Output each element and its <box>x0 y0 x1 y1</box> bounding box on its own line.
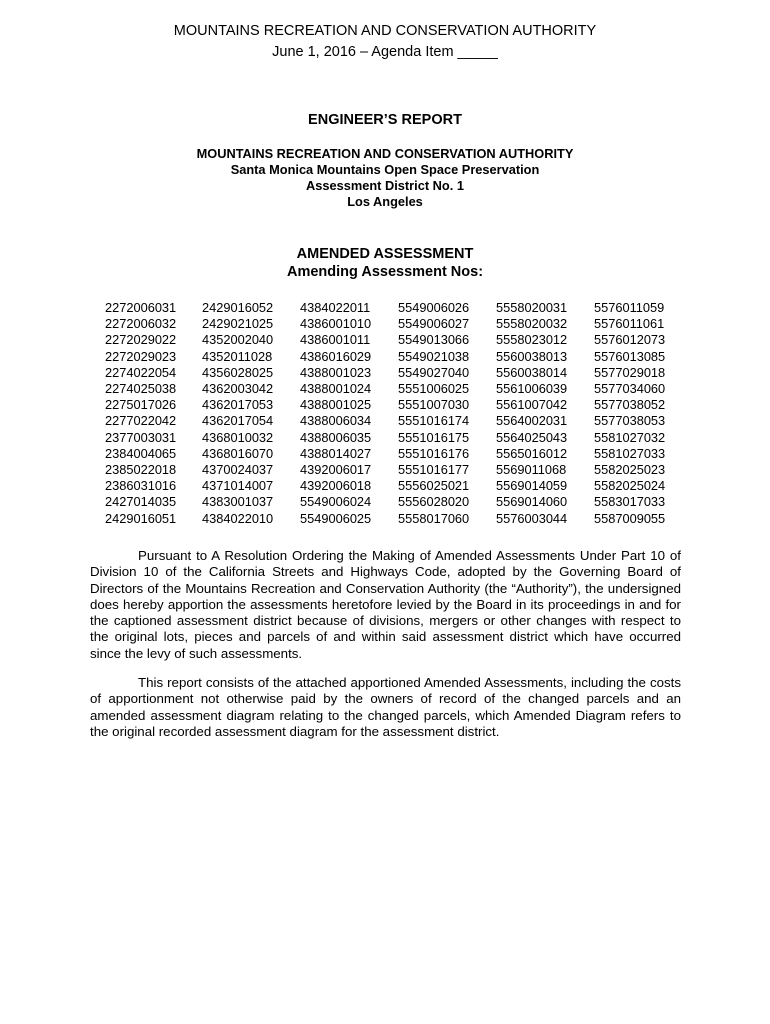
assessment-number: 5551016177 <box>398 462 470 478</box>
assessment-number: 4384022011 <box>300 300 371 315</box>
assessment-number: 5560038014 <box>496 364 568 380</box>
assessment-number: 4386016029 <box>300 348 372 364</box>
assessment-number: 5551016174 <box>398 413 470 429</box>
assessment-number: 4352011028 <box>202 348 273 364</box>
assessment-number: 4388006034 <box>300 413 372 429</box>
assessment-number: 5565016012 <box>496 445 568 461</box>
assessment-number: 4392006018 <box>300 478 372 494</box>
assessment-number: 5581027032 <box>594 429 666 445</box>
assessment-number: 5558020032 <box>496 316 568 332</box>
assessment-number: 2429021025 <box>202 316 274 332</box>
assessment-number: 4383001037 <box>202 494 274 510</box>
assessment-number: 2277022042 <box>105 413 177 429</box>
assessment-column-4 <box>398 300 469 527</box>
assessment-number: 2272006032 <box>105 316 177 332</box>
assessment-number: 5549006027 <box>398 316 470 332</box>
assessment-number: 5564025043 <box>496 429 568 445</box>
assessment-number: 5556025021 <box>398 478 470 494</box>
assessment-number: 5558020031 <box>496 300 568 315</box>
assessment-number: 5549006024 <box>300 494 372 510</box>
assessment-number: 5582025024 <box>594 478 666 494</box>
header-agenda-line: June 1, 2016 – Agenda Item _____ <box>272 44 498 60</box>
assessment-number: 2429016051 <box>105 510 177 526</box>
assessment-number: 4388001024 <box>300 381 372 397</box>
assessment-number: 5576011059 <box>594 300 665 315</box>
body-paragraph-1 <box>90 548 681 662</box>
assessment-number: 4388014027 <box>300 445 372 461</box>
assessment-number: 5576013085 <box>594 348 666 364</box>
assessment-number: 5551007030 <box>398 397 470 413</box>
assessment-number: 4356028025 <box>202 364 274 380</box>
body-paragraph-2-text: This report consists of the attached apportioned Amended Assessments, including the costs of apportionment not otherwise paid by the owners of record of the changed parcels and an amended assessment diagram relating to the changed parcels, which Amended Diagram refers to the original recorded assessment diagram for the assessment district. <box>90 675 681 739</box>
assessment-number: 5551016175 <box>398 429 470 445</box>
assessment-number: 5564002031 <box>496 413 568 429</box>
assessment-number: 5556028020 <box>398 494 470 510</box>
assessment-number: 5576011061 <box>594 316 665 332</box>
header-authority-name: MOUNTAINS RECREATION AND CONSERVATION AUTHORITY <box>173 23 597 39</box>
assessment-number: 4352002040 <box>202 332 274 348</box>
assessment-number: 4362003042 <box>202 381 274 397</box>
assessment-number: 5561006039 <box>496 381 568 397</box>
assessment-column-2 <box>202 300 273 527</box>
assessment-number: 5576003044 <box>496 510 568 526</box>
assessment-number: 5587009055 <box>594 510 666 526</box>
body-paragraph-1-text: Pursuant to A Resolution Ordering the Making of Amended Assessments Under Part 10 of Division 10 of the California Streets and Highways Code, adopted by the Governing Board of Directors of the Mountains Recreation and Conservation Authority (the “Authority”), the undersigned does hereby apportion the assessments heretofore levied by the Board in its proceedings in and for the captioned assessment district because of divisions, mergers or other changes with respect to the original lots, pieces and parcels of and within said assessment district which have occurred since the levy of such assessments. <box>90 548 681 661</box>
assessment-number: 2377003031 <box>105 429 177 445</box>
assessment-number: 2275017026 <box>105 397 177 413</box>
assessment-number: 5577029018 <box>594 364 666 380</box>
assessment-number: 5560038013 <box>496 348 568 364</box>
assessment-number: 4386001010 <box>300 316 372 332</box>
assessment-number: 4388006035 <box>300 429 372 445</box>
assessment-number: 2274025038 <box>105 381 177 397</box>
assessment-number: 5577034060 <box>594 381 666 397</box>
assessment-number: 5569014059 <box>496 478 568 494</box>
assessment-number: 2272029022 <box>105 332 177 348</box>
assessment-number: 5549006025 <box>300 510 372 526</box>
assessment-number: 4371014007 <box>202 478 274 494</box>
body-paragraph-2 <box>90 675 681 740</box>
assessment-number: 5582025023 <box>594 462 666 478</box>
amended-subtitle: Amending Assessment Nos: <box>286 264 484 280</box>
assessment-number: 2272029023 <box>105 348 177 364</box>
assessment-number: 5569011068 <box>496 462 567 478</box>
assessment-column-6 <box>594 300 665 527</box>
assessment-number: 4368010032 <box>202 429 274 445</box>
assessment-number: 4384022010 <box>202 510 274 526</box>
assessment-number: 4388001023 <box>300 364 372 380</box>
report-district-name: Santa Monica Mountains Open Space Preservation <box>230 162 540 177</box>
report-county: Los Angeles <box>347 194 423 209</box>
assessment-number: 2386031016 <box>105 478 177 494</box>
assessment-number: 5558023012 <box>496 332 568 348</box>
report-district-no: Assessment District No. 1 <box>306 178 464 193</box>
assessment-column-1 <box>105 300 176 527</box>
assessment-number: 4392006017 <box>300 462 372 478</box>
assessment-number: 5549021038 <box>398 348 470 364</box>
assessment-number: 5576012073 <box>594 332 666 348</box>
assessment-column-5 <box>496 300 567 527</box>
assessment-column-3 <box>300 300 371 527</box>
assessment-number: 4362017054 <box>202 413 274 429</box>
assessment-number: 5549006026 <box>398 300 470 315</box>
assessment-number: 4368016070 <box>202 445 274 461</box>
assessment-number: 4362017053 <box>202 397 274 413</box>
assessment-number: 5549013066 <box>398 332 470 348</box>
assessment-number: 5583017033 <box>594 494 666 510</box>
assessment-number: 5577038052 <box>594 397 666 413</box>
report-title: ENGINEER’S REPORT <box>308 112 462 128</box>
report-org: MOUNTAINS RECREATION AND CONSERVATION AUTHORITY <box>196 146 574 161</box>
assessment-number: 5577038053 <box>594 413 666 429</box>
assessment-number: 5551006025 <box>398 381 470 397</box>
assessment-number: 2429016052 <box>202 300 274 315</box>
assessment-number: 2274022054 <box>105 364 177 380</box>
assessment-number: 5561007042 <box>496 397 568 413</box>
assessment-number: 2272006031 <box>105 300 177 315</box>
assessment-number: 5569014060 <box>496 494 568 510</box>
assessment-number: 4388001025 <box>300 397 372 413</box>
assessment-number: 5581027033 <box>594 445 666 461</box>
assessment-number: 2384004065 <box>105 445 177 461</box>
assessment-number: 2385022018 <box>105 462 177 478</box>
assessment-number: 4386001011 <box>300 332 371 348</box>
assessment-number: 2427014035 <box>105 494 177 510</box>
assessment-number: 5549027040 <box>398 364 470 380</box>
assessment-number: 5551016176 <box>398 445 470 461</box>
assessment-number: 4370024037 <box>202 462 274 478</box>
assessment-number: 5558017060 <box>398 510 470 526</box>
amended-title: AMENDED ASSESSMENT <box>296 246 474 262</box>
